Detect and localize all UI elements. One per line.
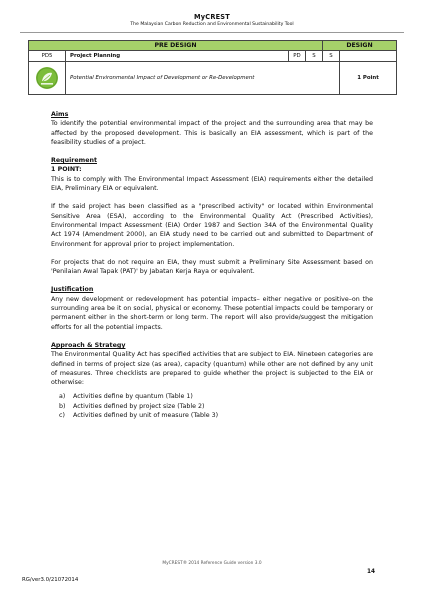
aims-heading: Aims (51, 111, 69, 118)
criteria-title: Project Planning (66, 51, 289, 62)
header-divider (20, 32, 404, 33)
header-title: MyCREST (194, 13, 230, 21)
band-design: DESIGN (323, 41, 397, 51)
table-desc-row (29, 62, 397, 95)
document-reference: RG/ver3.0/21072014 (22, 577, 79, 583)
criteria-description: Potential Environmental Impact of Development or Re-Development (66, 62, 340, 95)
logo-cell (29, 62, 66, 95)
mycrest-leaf-logo-icon (36, 67, 58, 89)
col-empty (340, 51, 397, 62)
criteria-code: PD5 (29, 51, 66, 62)
requirement-paragraph-2: If the said project has been classified as a "prescribed activity" or located within Environmental Sensitive Area (ESA), according to the Environmental Quality Act (Prescribed Activities), Environmental Impact Assessment (EIA) Order 1987 and Section 34A of the Environmental Quality Act 1974 (Amendment 2000), an EIA study need to be carried out and submitted to Department of Environment for approval prior to project implementation. (51, 203, 373, 248)
col-s2: S (323, 51, 340, 62)
col-s1: S (306, 51, 323, 62)
list-item (51, 411, 373, 420)
requirement-heading: Requirement (51, 157, 97, 165)
requirement-paragraph-3: For projects that do not require an EIA, they must submit a Preliminary Site Assessment based on 'Penilaian Awal Tapak (PAT)' by Jabatan Kerja Raya or equivalent. (51, 258, 373, 276)
footer-guide-title: MyCREST® 2014 Reference Guide version 3.0 (162, 561, 262, 566)
list-text: Activities defined by project size (Table 2) (73, 402, 205, 410)
page-number: 14 (367, 569, 376, 575)
justification-text: Any new development or redevelopment has potential impacts– either negative or positive–on the surrounding area be it on social, physical or economy. These potential impacts could be temporary or permanent either in the short-term or long term. The report will also provide/suggest the mitigation efforts for all the potential impacts. (51, 295, 373, 331)
table-head-row (29, 51, 397, 62)
checklist (51, 392, 373, 420)
band-pre-design: PRE DESIGN (29, 41, 323, 51)
list-marker: a) (59, 393, 66, 401)
list-item (51, 402, 373, 411)
requirement-paragraph-1: This is to comply with The Environmental Impact Assessment (EIA) requirements either the detailed EIA, Preliminary EIA or equivalent. (51, 175, 373, 193)
table-band-row (29, 41, 397, 51)
approach-text: The Environmental Quality Act has specified activities that are subject to EIA. Nineteen categories are defined in terms of project size (as area), capacity (quantum) while other are not defined by any unit of measures. Three checklists are prepared to guide whether the project is subjected to the EIA or otherwise: (51, 351, 373, 387)
header-subtitle: The Malaysian Carbon Reduction and Environmental Sustainability Tool (130, 22, 294, 27)
criteria-table (28, 40, 397, 95)
list-text: Activities defined by unit of measure (Table 3) (73, 412, 219, 420)
list-item (51, 392, 373, 401)
justification-heading: Justification (51, 286, 94, 294)
point-label: 1 POINT: (51, 166, 82, 174)
list-marker: b) (59, 402, 66, 410)
list-text: Activities define by quantum (Table 1) (73, 393, 193, 401)
document-body (51, 110, 373, 420)
approach-heading: Approach & Strategy (51, 341, 126, 349)
list-marker: c) (59, 412, 65, 420)
col-pd: PD (289, 51, 306, 62)
criteria-points: 1 Point (340, 62, 397, 95)
aims-text: To identify the potential environmental impact of the project and the surrounding area that may be affected by the proposed development. This is basically an EIA assessment, which is part of the feasibility studies of a project. (51, 120, 373, 146)
